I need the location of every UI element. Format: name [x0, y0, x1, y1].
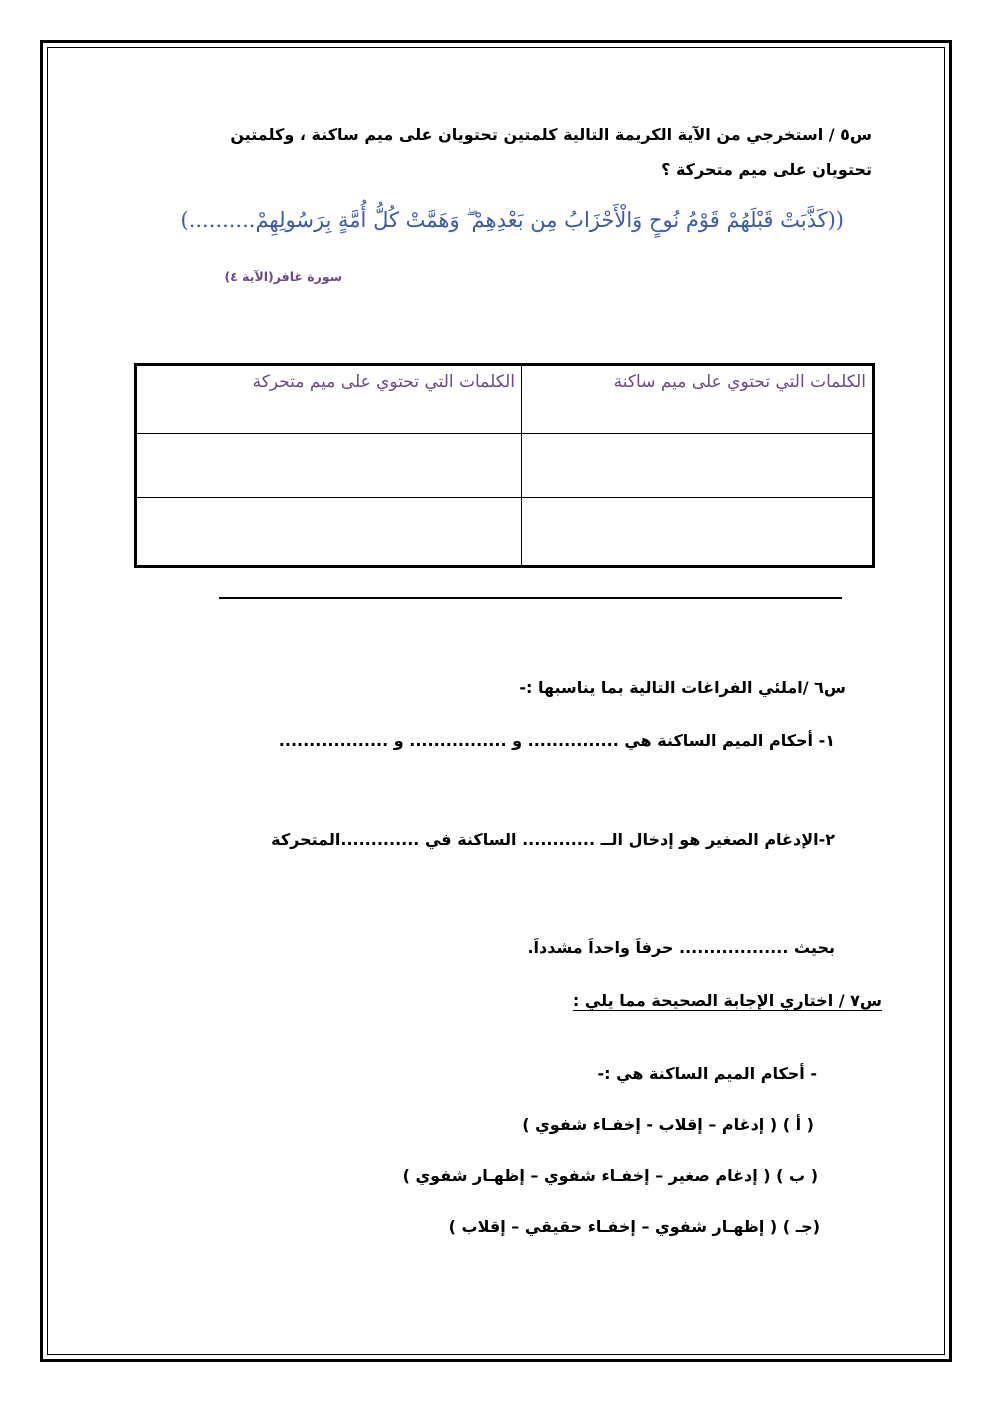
header-sakin-mim: الكلمات التي تحتوي على ميم ساكنة	[522, 365, 874, 434]
surah-reference: سورة غافر(الآية ٤)	[224, 269, 342, 284]
q7-option-c[interactable]: (جـ ) ( إظهـار شفوي – إخفـاء حقيقي – إقلاب )	[448, 1217, 820, 1236]
q7-option-a[interactable]: ( أ ) ( إدغام – إقلاب - إخفـاء شفوي )	[522, 1115, 814, 1134]
answer-cell[interactable]	[522, 498, 874, 567]
q5-prompt-line1: س٥ / استخرجي من الآية الكريمة التالية كلمتين تحتويان على ميم ساكنة ، وكلمتين	[230, 125, 872, 144]
q7-stem: - أحكام الميم الساكنة هي :-	[597, 1064, 817, 1083]
table-header-row	[136, 365, 874, 434]
answer-cell[interactable]	[136, 433, 522, 498]
q6-title: س٦ /املئي الفراغات التالية بما يناسبها :-	[519, 678, 846, 697]
q5-prompt-line2: تحتويان على ميم متحركة ؟	[661, 160, 872, 179]
q7-title: س٧ / اختاري الإجابة الصحيحة مما يلي :	[572, 991, 882, 1010]
q6-item2-continuation: بحيث .................. حرفاَ واحداَ مشدداَ.	[527, 938, 835, 957]
table-row	[136, 498, 874, 567]
answer-cell[interactable]	[136, 498, 522, 567]
answer-table	[134, 363, 875, 568]
q7-option-b[interactable]: ( ب ) ( إدغام صغير – إخفـاء شفوي – إظهـار شفوي )	[402, 1166, 818, 1185]
section-divider	[219, 597, 842, 599]
q6-item2: ٢-الإدغام الصغير هو إدخال الــ ............ الساكنة في .............المتحركة	[271, 830, 835, 849]
q6-item1: ١- أحكام الميم الساكنة هي ............... و ................ و ..................	[278, 731, 835, 750]
answer-cell[interactable]	[522, 433, 874, 498]
quran-verse: ((كَذَّبَتْ قَبْلَهُمْ قَوْمُ نُوحٍ وَالْأَحْزَابُ مِن بَعْدِهِمْ ۖ وَهَمَّتْ كُلُّ أُمَّةٍ بِرَسُولِهِمْ..........)	[180, 208, 844, 232]
page-border-inner	[47, 47, 945, 1355]
table-row	[136, 433, 874, 498]
header-mutaharrik-mim: الكلمات التي تحتوي على ميم متحركة	[136, 365, 522, 434]
